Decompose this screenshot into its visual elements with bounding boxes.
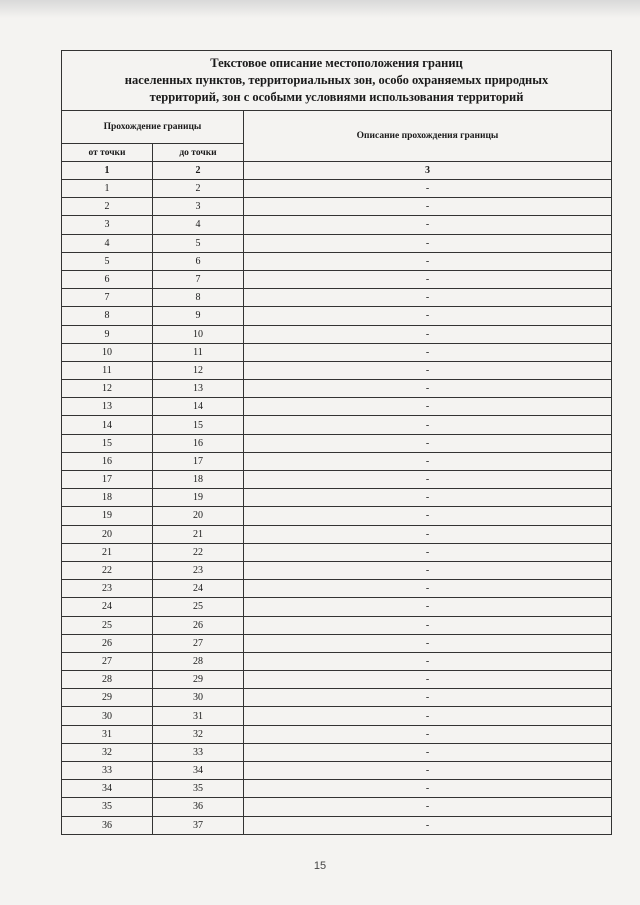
cell-description: - — [244, 434, 612, 452]
table-row — [62, 325, 612, 343]
cell-description: - — [244, 780, 612, 798]
cell-to-point: 19 — [153, 489, 244, 507]
table-row — [62, 361, 612, 379]
cell-from-point: 13 — [62, 398, 153, 416]
cell-from-point: 10 — [62, 343, 153, 361]
cell-from-point: 21 — [62, 543, 153, 561]
cell-description: - — [244, 798, 612, 816]
cell-description: - — [244, 180, 612, 198]
table-row — [62, 434, 612, 452]
cell-to-point: 15 — [153, 416, 244, 434]
table-row — [62, 398, 612, 416]
boundary-description-table — [61, 50, 612, 835]
table-row — [62, 252, 612, 270]
cell-to-point: 7 — [153, 270, 244, 288]
table-row — [62, 416, 612, 434]
table-row — [62, 671, 612, 689]
cell-to-point: 28 — [153, 652, 244, 670]
cell-description: - — [244, 471, 612, 489]
cell-from-point: 36 — [62, 816, 153, 834]
cell-description: - — [244, 416, 612, 434]
table-row — [62, 561, 612, 579]
cell-to-point: 3 — [153, 198, 244, 216]
cell-description: - — [244, 325, 612, 343]
cell-description: - — [244, 525, 612, 543]
cell-description: - — [244, 489, 612, 507]
cell-from-point: 34 — [62, 780, 153, 798]
table-row — [62, 471, 612, 489]
cell-to-point: 10 — [153, 325, 244, 343]
table-row — [62, 198, 612, 216]
cell-from-point: 22 — [62, 561, 153, 579]
cell-from-point: 2 — [62, 198, 153, 216]
cell-to-point: 23 — [153, 561, 244, 579]
scan-shadow — [0, 0, 640, 18]
table-row — [62, 725, 612, 743]
cell-from-point: 18 — [62, 489, 153, 507]
header-passage: Прохождение границы — [62, 111, 244, 144]
title-line-3: территорий, зон с особыми условиями использования территорий — [149, 90, 524, 104]
cell-description: - — [244, 343, 612, 361]
cell-description: - — [244, 198, 612, 216]
cell-from-point: 9 — [62, 325, 153, 343]
cell-to-point: 32 — [153, 725, 244, 743]
cell-description: - — [244, 507, 612, 525]
cell-description: - — [244, 380, 612, 398]
table-row — [62, 652, 612, 670]
cell-to-point: 4 — [153, 216, 244, 234]
cell-from-point: 5 — [62, 252, 153, 270]
table-row — [62, 598, 612, 616]
table-row — [62, 743, 612, 761]
cell-description: - — [244, 561, 612, 579]
cell-from-point: 7 — [62, 289, 153, 307]
cell-from-point: 35 — [62, 798, 153, 816]
cell-description: - — [244, 289, 612, 307]
table-row — [62, 234, 612, 252]
cell-description: - — [244, 743, 612, 761]
cell-from-point: 26 — [62, 634, 153, 652]
cell-description: - — [244, 762, 612, 780]
table-row — [62, 380, 612, 398]
table-row — [62, 616, 612, 634]
cell-from-point: 25 — [62, 616, 153, 634]
cell-description: - — [244, 671, 612, 689]
cell-to-point: 18 — [153, 471, 244, 489]
cell-description: - — [244, 652, 612, 670]
page-number: 15 — [313, 860, 327, 872]
cell-description: - — [244, 616, 612, 634]
cell-description: - — [244, 634, 612, 652]
cell-from-point: 27 — [62, 652, 153, 670]
table-row — [62, 452, 612, 470]
table-row — [62, 489, 612, 507]
cell-to-point: 36 — [153, 798, 244, 816]
cell-to-point: 12 — [153, 361, 244, 379]
cell-from-point: 31 — [62, 725, 153, 743]
cell-from-point: 11 — [62, 361, 153, 379]
cell-from-point: 1 — [62, 180, 153, 198]
table-row — [62, 634, 612, 652]
cell-description: - — [244, 398, 612, 416]
cell-from-point: 23 — [62, 580, 153, 598]
cell-from-point: 3 — [62, 216, 153, 234]
table-title — [62, 51, 612, 111]
cell-from-point: 32 — [62, 743, 153, 761]
title-line-2: населенных пунктов, территориальных зон, особо охраняемых природных — [124, 73, 549, 87]
cell-to-point: 17 — [153, 452, 244, 470]
cell-to-point: 31 — [153, 707, 244, 725]
cell-to-point: 14 — [153, 398, 244, 416]
cell-from-point: 8 — [62, 307, 153, 325]
cell-from-point: 14 — [62, 416, 153, 434]
cell-to-point: 9 — [153, 307, 244, 325]
table-row — [62, 216, 612, 234]
cell-to-point: 11 — [153, 343, 244, 361]
cell-description: - — [244, 689, 612, 707]
cell-description: - — [244, 543, 612, 561]
cell-description: - — [244, 580, 612, 598]
cell-description: - — [244, 816, 612, 834]
cell-description: - — [244, 234, 612, 252]
cell-to-point: 33 — [153, 743, 244, 761]
cell-description: - — [244, 216, 612, 234]
cell-description: - — [244, 452, 612, 470]
cell-to-point: 20 — [153, 507, 244, 525]
cell-from-point: 28 — [62, 671, 153, 689]
cell-to-point: 29 — [153, 671, 244, 689]
cell-from-point: 4 — [62, 234, 153, 252]
header-description: Описание прохождения границы — [244, 111, 612, 162]
table-row — [62, 289, 612, 307]
cell-to-point: 13 — [153, 380, 244, 398]
table-row — [62, 343, 612, 361]
cell-to-point: 2 — [153, 180, 244, 198]
cell-from-point: 16 — [62, 452, 153, 470]
cell-from-point: 20 — [62, 525, 153, 543]
cell-from-point: 19 — [62, 507, 153, 525]
cell-from-point: 15 — [62, 434, 153, 452]
column-number-1: 1 — [62, 162, 153, 180]
cell-from-point: 6 — [62, 270, 153, 288]
table-row — [62, 816, 612, 834]
cell-to-point: 16 — [153, 434, 244, 452]
cell-to-point: 22 — [153, 543, 244, 561]
table-row — [62, 798, 612, 816]
cell-to-point: 34 — [153, 762, 244, 780]
cell-from-point: 24 — [62, 598, 153, 616]
column-number-3: 3 — [244, 162, 612, 180]
table-body — [62, 180, 612, 835]
cell-description: - — [244, 307, 612, 325]
title-line-1: Текстовое описание местоположения границ — [210, 56, 463, 70]
cell-from-point: 29 — [62, 689, 153, 707]
table-row — [62, 762, 612, 780]
table-row — [62, 525, 612, 543]
cell-from-point: 33 — [62, 762, 153, 780]
column-number-row — [62, 162, 612, 180]
cell-description: - — [244, 707, 612, 725]
table-row — [62, 543, 612, 561]
cell-to-point: 25 — [153, 598, 244, 616]
table-row — [62, 707, 612, 725]
table-row — [62, 270, 612, 288]
column-number-2: 2 — [153, 162, 244, 180]
cell-to-point: 8 — [153, 289, 244, 307]
cell-description: - — [244, 252, 612, 270]
cell-from-point: 17 — [62, 471, 153, 489]
cell-to-point: 24 — [153, 580, 244, 598]
cell-from-point: 12 — [62, 380, 153, 398]
cell-to-point: 6 — [153, 252, 244, 270]
cell-description: - — [244, 361, 612, 379]
table-row — [62, 780, 612, 798]
table-row — [62, 689, 612, 707]
cell-to-point: 30 — [153, 689, 244, 707]
cell-to-point: 21 — [153, 525, 244, 543]
cell-to-point: 37 — [153, 816, 244, 834]
cell-to-point: 26 — [153, 616, 244, 634]
table-row — [62, 180, 612, 198]
table-row — [62, 507, 612, 525]
cell-description: - — [244, 725, 612, 743]
header-to-point: до точки — [153, 144, 244, 162]
cell-to-point: 35 — [153, 780, 244, 798]
cell-description: - — [244, 598, 612, 616]
cell-from-point: 30 — [62, 707, 153, 725]
header-from-point: от точки — [62, 144, 153, 162]
table-row — [62, 307, 612, 325]
table-row — [62, 580, 612, 598]
cell-description: - — [244, 270, 612, 288]
cell-to-point: 5 — [153, 234, 244, 252]
cell-to-point: 27 — [153, 634, 244, 652]
